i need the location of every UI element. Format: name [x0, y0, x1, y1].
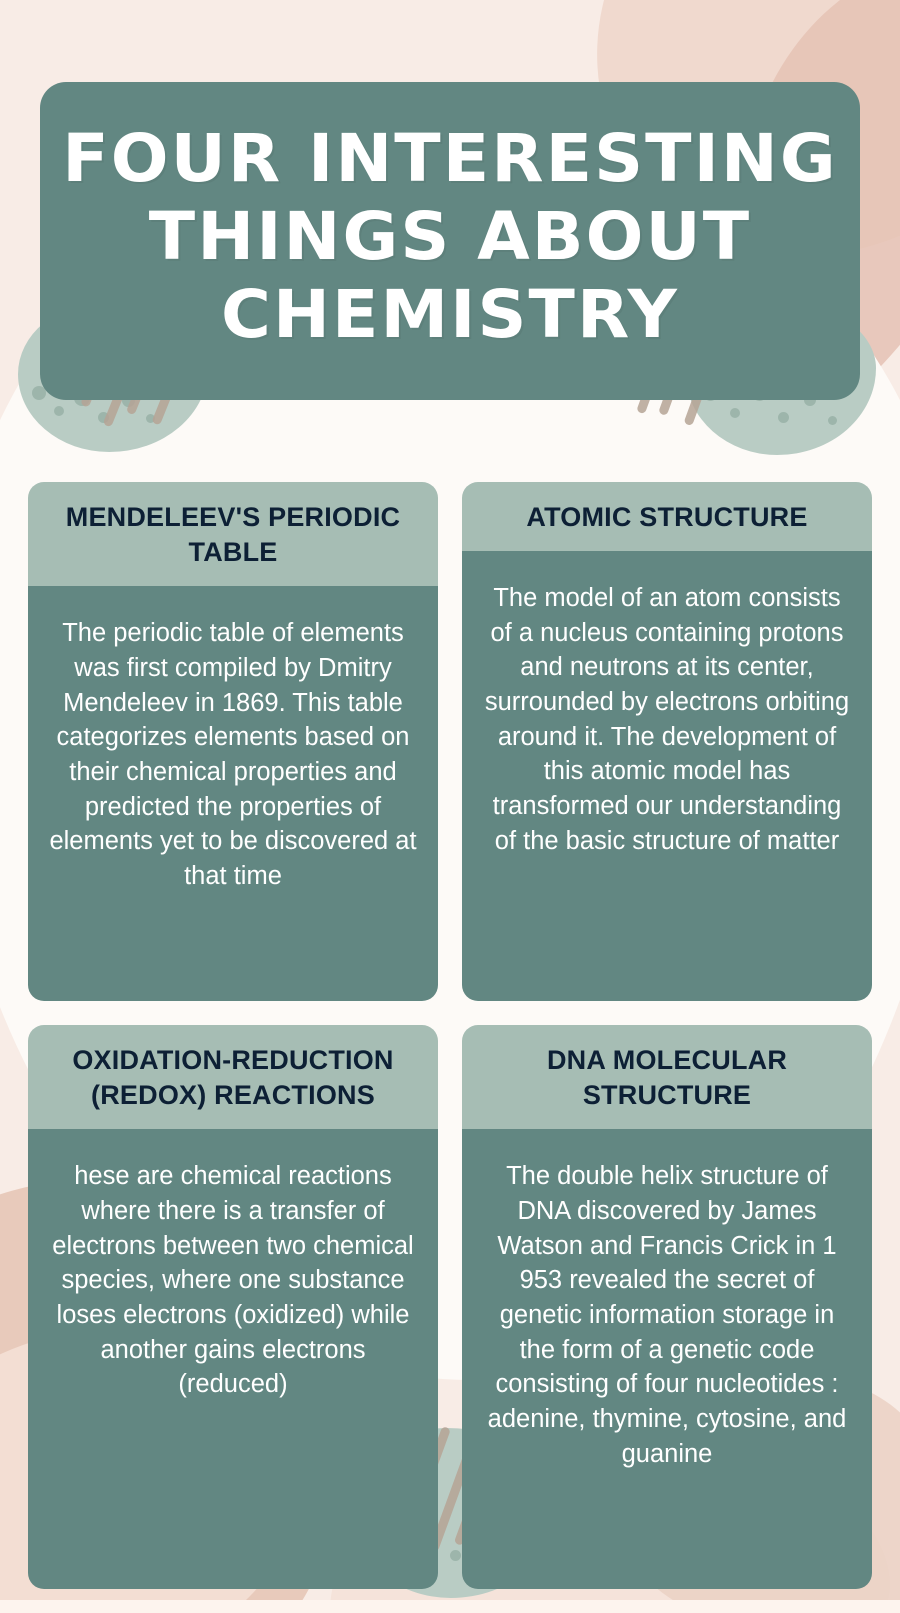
fact-card-mendeleev — [28, 482, 438, 1001]
facts-row-2 — [28, 1025, 872, 1589]
fact-card-heading: MENDELEEV'S PERIODIC TABLE — [28, 482, 438, 586]
fact-card-redox — [28, 1025, 438, 1589]
facts-row-1 — [28, 482, 872, 1001]
fact-card-dna — [462, 1025, 872, 1589]
page-title: FOUR INTERESTING THINGS ABOUT CHEMISTRY — [62, 120, 838, 353]
fact-card-heading: OXIDATION-REDUCTION (REDOX) REACTIONS — [28, 1025, 438, 1129]
fact-card-heading: DNA MOLECULAR STRUCTURE — [462, 1025, 872, 1129]
fact-card-atomic-structure — [462, 482, 872, 1001]
facts-grid — [28, 482, 872, 1613]
fact-card-body: hese are chemical reactions where there is a transfer of electrons between two chemical species, where one substance loses electrons (oxidized) while another gains electrons (reduced) — [28, 1129, 438, 1589]
fact-card-body: The periodic table of elements was first compiled by Dmitry Mendeleev in 1869. This table categorizes elements based on their chemical properties and predicted the properties of elements yet to be discovered at that time — [28, 586, 438, 1001]
fact-card-body: The double helix structure of DNA discovered by James Watson and Francis Crick in 1 953 revealed the secret of genetic information storage in the form of a genetic code consisting of four nucleotides : adenine, thymine, cytosine, and guanine — [462, 1129, 872, 1589]
fact-card-heading: ATOMIC STRUCTURE — [462, 482, 872, 551]
fact-card-body: The model of an atom consists of a nucleus containing protons and neutrons at its center, surrounded by electrons orbiting around it. The development of this atomic model has transformed our understanding of the basic structure of matter — [462, 551, 872, 1001]
poster-title-card — [40, 82, 860, 400]
